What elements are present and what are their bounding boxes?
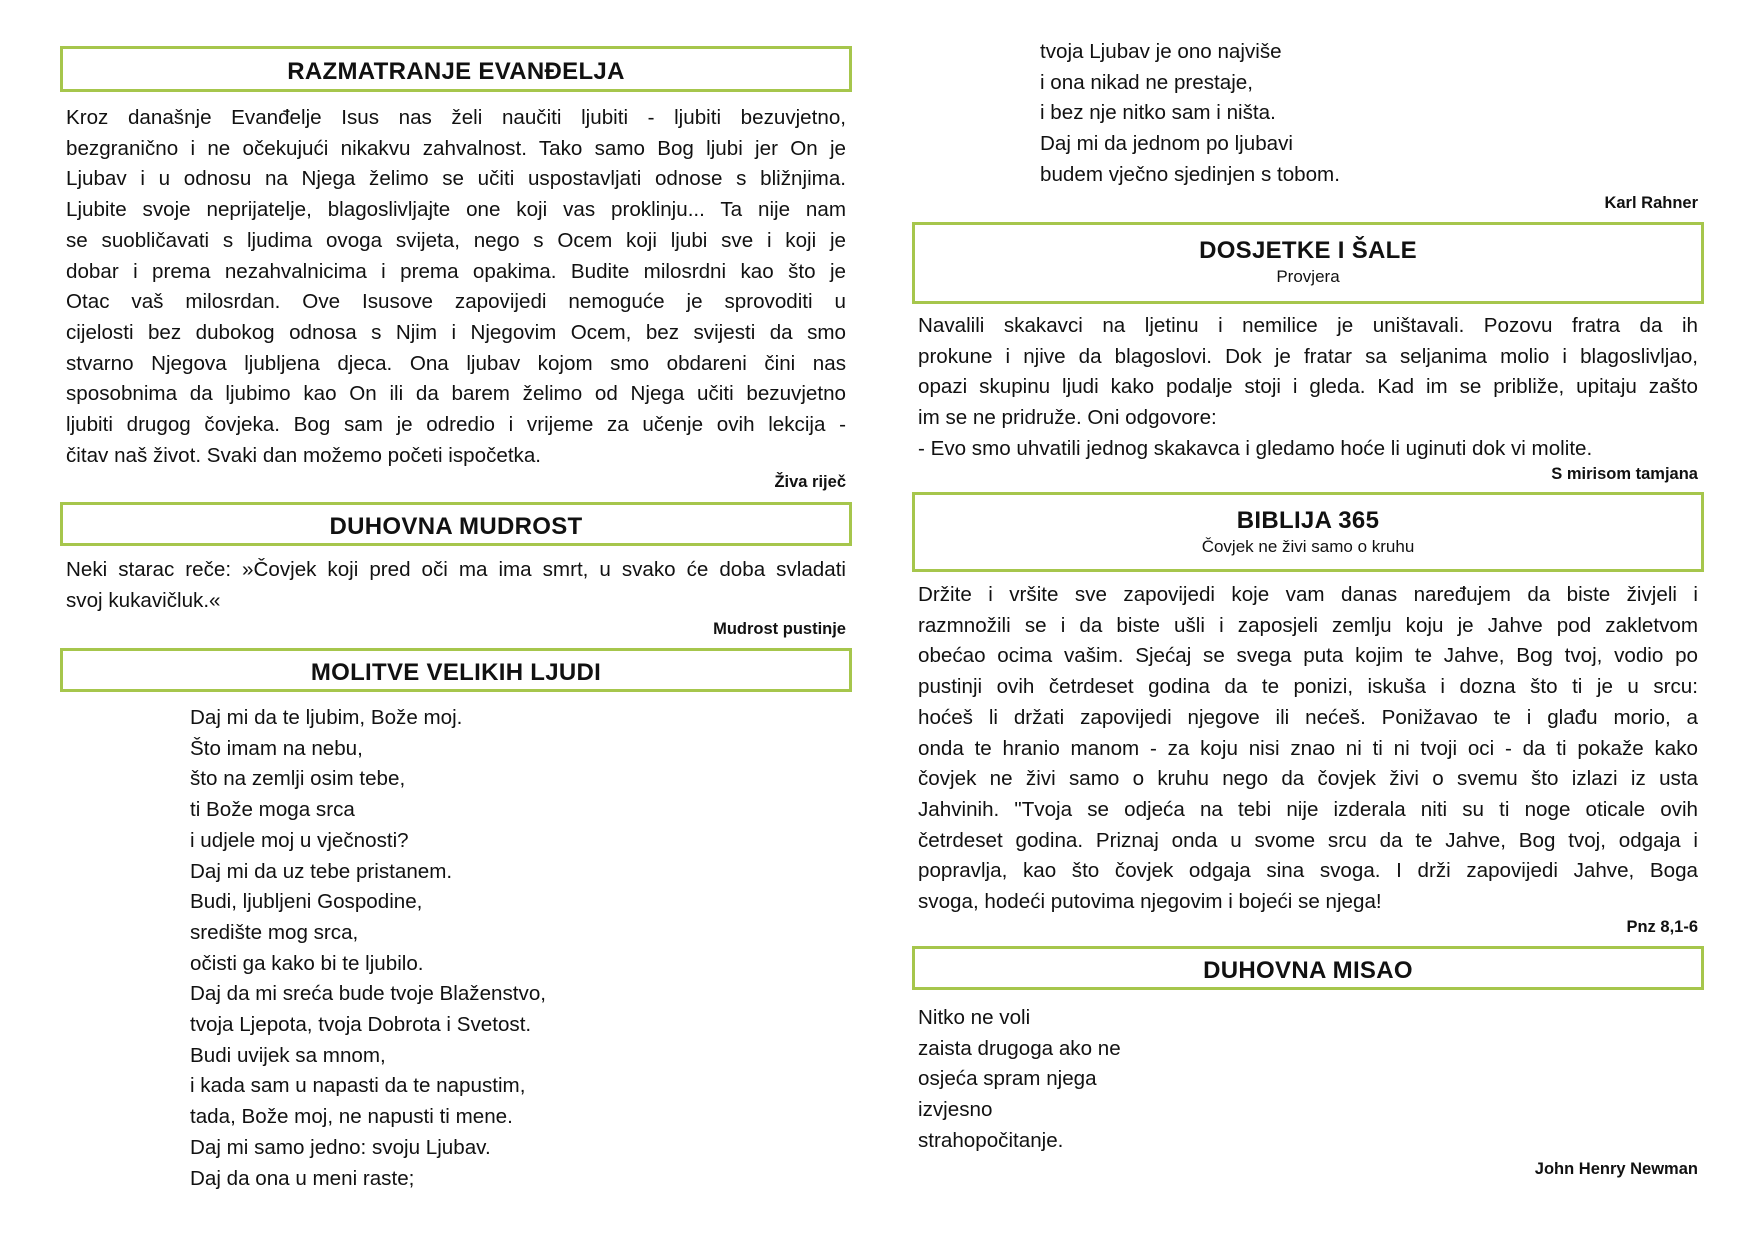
text-line: Jahvinih. "Tvoja se odjeća na tebi nije izderala niti su ti noge oticale ovih	[918, 797, 1698, 821]
duhovna-mudrost-text	[66, 555, 846, 616]
razmatranje-text	[66, 103, 846, 471]
section-header-molitve	[60, 648, 852, 692]
verse-line: Daj mi da jednom po ljubavi	[1040, 132, 1293, 156]
verse-line: Daj da ona u meni raste;	[190, 1166, 415, 1190]
section-title: MOLITVE VELIKIH LJUDI	[310, 659, 602, 686]
verse-line: tvoja Ljubav je ono najviše	[1040, 40, 1282, 63]
verse-line: Daj mi da te ljubim, Bože moj.	[190, 706, 463, 729]
section-header-razmatranje	[60, 46, 852, 92]
verse-line: i ona nikad ne prestaje,	[1040, 70, 1253, 94]
verse-line: Nitko ne voli	[918, 1006, 1031, 1029]
verse-line: što na zemlji osim tebe,	[190, 767, 406, 791]
text-line: Kroz današnje Evanđelje Isus nas želi naučiti ljubiti - ljubiti bezuvjetno,	[66, 106, 846, 129]
text-line: razmnožili se i da biste ušli i zaposjeli zemlju koju je Jahve pod zakletvom	[918, 613, 1698, 637]
verse-line: Daj mi da uz tebe pristanem.	[190, 859, 453, 883]
text-line: dobar i prema nezahvalnicima i prema opakima. Budite milosrdni kao što je	[66, 259, 846, 283]
text-line: Navalili skakavci na ljetinu i nemilice je uništavali. Pozovu fratra da ih	[918, 314, 1698, 337]
biblija-text	[918, 580, 1698, 918]
section-title: BIBLIJA 365	[1236, 507, 1380, 534]
text-line: obećao ocima vašim. Sjećaj se svega puta kojim te Jahve, Bog tvoj, vodio po	[918, 644, 1698, 668]
section-subtitle: Čovjek ne živi samo o kruhu	[1201, 537, 1415, 556]
section-header-duhovna-mudrost	[60, 502, 852, 546]
verse-line: Daj mi samo jedno: svoju Ljubav.	[190, 1135, 491, 1159]
verse-line: Što imam na nebu,	[190, 736, 363, 760]
text-line: prokune i njive da blagoslovi. Dok je fratar sa seljanima molio i blagoslivljao,	[918, 344, 1698, 368]
verse-line: i udjele moj u vječnosti?	[190, 828, 409, 852]
text-line: opazi skupinu ljudi kako podalje stoji i gleda. Kad im se približe, upitaju zašto	[918, 375, 1698, 399]
verse-line: tvoja Ljepota, tvoja Dobrota i Svetost.	[190, 1013, 532, 1037]
source-s-mirisom-tamjana: S mirisom tamjana	[1551, 465, 1698, 483]
verse-line: ti Bože moga srca	[190, 798, 355, 822]
text-line: Držite i vršite sve zapovijedi koje vam danas naređujem da biste živjeli i	[918, 583, 1698, 606]
text-line: Ljubite svoje neprijatelje, blagoslivljajte one koji vas proklinju... Ta nije nam	[66, 198, 846, 222]
text-line: cijelosti bez dubokog odnosa s Njim i Njegovim Ocem, bez svijesti da smo	[66, 320, 846, 344]
text-line: Otac vaš milosrdan. Ove Isusove zapovijedi nemoguće je sprovoditi u	[66, 290, 846, 314]
text-line: četrdeset godina. Priznaj onda u svome srcu da te Jahve, Bog tvoj, odgaja i	[918, 828, 1698, 852]
verse-line: i bez nje nitko sam i ništa.	[1040, 101, 1276, 125]
text-line: Ljubav i u odnosu na Njega želimo se učiti uspostavljati odnose s bližnjima.	[66, 167, 846, 191]
text-line: pustinji ovih četrdeset godina da te ponizi, iskuša i dozna što ti je u srcu:	[918, 675, 1698, 699]
text-line: onda te hranio manom - za koju nisi znao ni ti ni tvoji oci - da ti pokaže kako	[918, 736, 1698, 760]
section-header-biblija	[912, 492, 1704, 572]
text-line: - Evo smo uhvatili jednog skakavca i gledamo hoće li uginuti dok vi molite.	[918, 436, 1593, 460]
text-line: ljubiti drugog čovjeka. Bog sam je odredio i vrijeme za učenje ovih lekcija -	[66, 413, 846, 437]
text-line: čovjek ne živi samo o kruhu nego da čovjek živi o svemu što izlazi iz usta	[918, 767, 1698, 791]
text-line: bezgranično i ne očekujući nikakvu zahvalnost. Tako samo Bog ljubi jer On je	[66, 136, 846, 160]
text-line: hoćeš li držati zapovijedi njegove ili nećeš. Ponižavao te i glađu morio, a	[918, 705, 1698, 729]
text-line: Neki starac reče: »Čovjek koji pred oči ma ima smrt, u svako će doba svladati	[66, 558, 846, 581]
verse-line: zaista drugoga ako ne	[918, 1036, 1121, 1060]
verse-line: Daj da mi sreća bude tvoje Blaženstvo,	[190, 982, 546, 1006]
verse-line: izvjesno	[918, 1098, 993, 1122]
section-header-dosjetke	[912, 222, 1704, 304]
text-line: stvarno Njegova ljubljena djeca. Ona ljubav kojom smo obdareni čini nas	[66, 351, 846, 375]
prayer-verses-continued	[1040, 37, 1340, 191]
verse-line: strahopočitanje.	[918, 1128, 1064, 1152]
verse-line: Budi, ljubljeni Gospodine,	[190, 890, 423, 914]
section-header-duhovna-misao	[912, 946, 1704, 990]
section-title: DUHOVNA MUDROST	[329, 513, 583, 540]
source-john-henry-newman: John Henry Newman	[1534, 1160, 1698, 1178]
verse-line: očisti ga kako bi te ljubilo.	[190, 951, 424, 975]
dosjetke-text	[918, 311, 1698, 465]
text-line: popravlja, kao što čovjek odgaja sina svoga. I drži zapovijedi Jahve, Boga	[918, 859, 1698, 883]
text-line: svoj kukavičluk.«	[66, 588, 221, 612]
verse-line: središte mog srca,	[190, 920, 359, 944]
text-line: im se ne pridruže. Oni odgovore:	[918, 406, 1217, 430]
text-line: sposobnima da ljubimo kao On ili da barem želimo od Njega učiti bezuvjetno	[66, 382, 846, 406]
text-line: se suobličavati s ljudima ovoga svijeta, nego s Ocem koji ljubi sve i koji je	[66, 228, 846, 252]
verse-line: osjeća spram njega	[918, 1067, 1097, 1091]
duhovna-misao-text	[918, 1003, 1121, 1157]
source-karl-rahner: Karl Rahner	[1604, 194, 1698, 212]
section-title: DOSJETKE I ŠALE	[1199, 237, 1417, 264]
prayer-verses	[190, 703, 546, 1194]
section-subtitle: Provjera	[1276, 267, 1340, 286]
text-line: svoga, hodeći putovima njegovim i bojeći se njega!	[918, 890, 1382, 914]
source-mudrost-pustinje: Mudrost pustinje	[713, 620, 846, 638]
verse-line: i kada sam u napasti da te napustim,	[190, 1074, 526, 1098]
verse-line: Budi uvijek sa mnom,	[190, 1043, 386, 1067]
section-title: RAZMATRANJE EVANĐELJA	[287, 58, 625, 85]
section-title: DUHOVNA MISAO	[1203, 957, 1413, 984]
verse-line: tada, Bože moj, ne napusti ti mene.	[190, 1105, 513, 1129]
source-ziva-rijec: Živa riječ	[774, 473, 846, 491]
verse-line: budem vječno sjedinjen s tobom.	[1040, 162, 1340, 186]
text-line: čitav naš život. Svaki dan možemo početi ispočetka.	[66, 443, 542, 467]
source-pnz: Pnz 8,1-6	[1626, 918, 1698, 936]
